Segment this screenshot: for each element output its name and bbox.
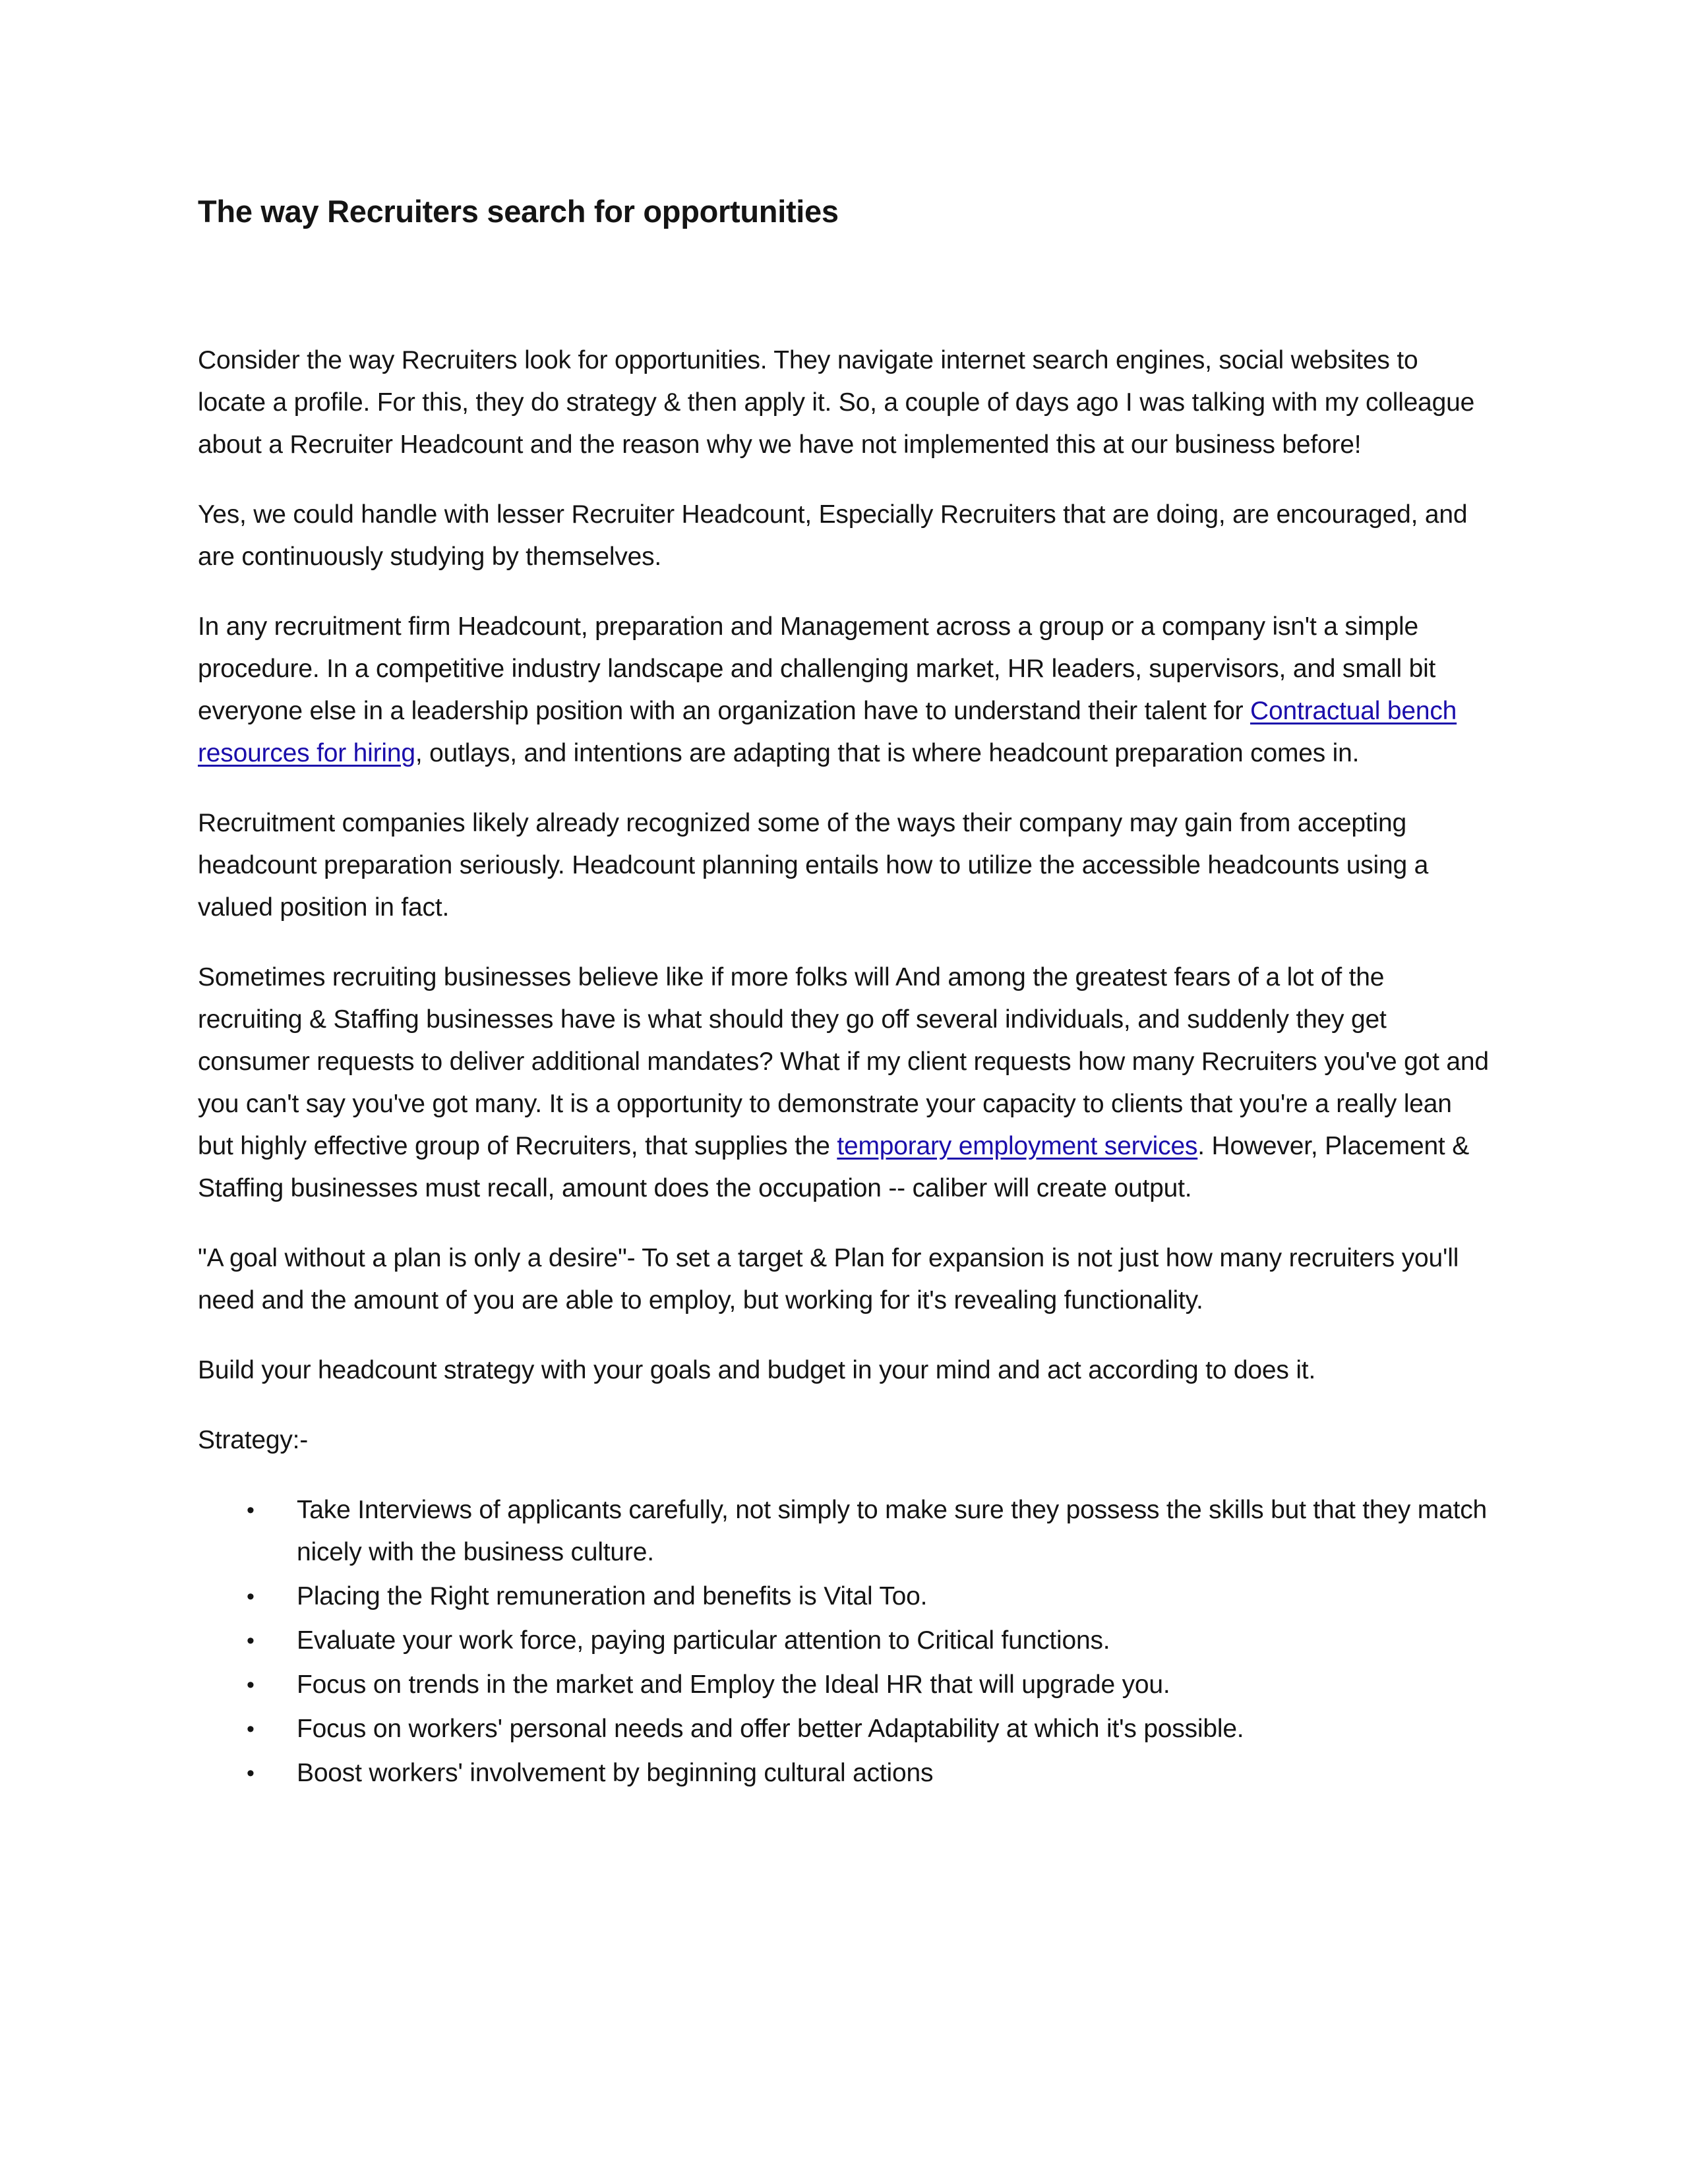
paragraph-text-before-link: In any recruitment firm Headcount, preparation and Management across a group or a company isn't a simple procedure. In a competitive industry landscape and challenging market, HR leaders, supervisors, and small bit everyone else in a leadership position with an organization have to understand their talent for [198, 612, 1436, 726]
list-item-text: Boost workers' involvement by beginning cultural actions [297, 1759, 934, 1788]
bullet-icon: • [247, 1628, 255, 1654]
list-item-text: Placing the Right remuneration and benefits is Vital Too. [297, 1582, 928, 1611]
strategy-list [198, 1489, 1490, 1794]
list-item [198, 1708, 1490, 1750]
paragraph-text-before-link: Sometimes recruiting businesses believe like if more folks will And among the greatest fears of a lot of the recruiting & Staffing businesses have is what should they go off several individuals, and suddenly they get consumer requests to deliver additional mandates? What if my client requests how many Recruiters you've got and you can't say you've got many. It is a opportunity to demonstrate your capacity to clients that you're a really lean but highly effective group of Recruiters, that supplies the [198, 963, 1489, 1161]
list-item [198, 1576, 1490, 1618]
paragraph-build-strategy: Build your headcount strategy with your goals and budget in your mind and act according to does it. [198, 1356, 1316, 1385]
list-item [198, 1489, 1490, 1574]
paragraph-goal-quote: "A goal without a plan is only a desire"- To set a target & Plan for expansion is not just how many recruiters you'll need and the amount of you are able to employ, but working for it's revealing functionality. [198, 1244, 1459, 1315]
contractual-bench-resources-link[interactable]: Contractual bench resources for hiring [198, 697, 1457, 768]
paragraph-headcount-planning: Recruitment companies likely already recognized some of the ways their company may gain from accepting headcount preparation seriously. Headcount planning entails how to utilize the accessible headcounts using a valued position in fact. [198, 809, 1429, 922]
paragraph-headcount-preparation [198, 606, 1490, 775]
list-item [198, 1664, 1490, 1706]
list-item-text: Take Interviews of applicants carefully, not simply to make sure they possess the skills but that they match nicely with the business culture. [297, 1496, 1488, 1567]
paragraph-recruiting-fears [198, 957, 1490, 1210]
list-item-text: Focus on trends in the market and Employ the Ideal HR that will upgrade you. [297, 1670, 1170, 1699]
bullet-icon: • [247, 1761, 255, 1786]
paragraph-text-after-link: , outlays, and intentions are adapting that is where headcount preparation comes in. [415, 739, 1360, 768]
bullet-icon: • [247, 1498, 255, 1523]
paragraph-lesser-headcount: Yes, we could handle with lesser Recruiter Headcount, Especially Recruiters that are doing, are encouraged, and are continuously studying by themselves. [198, 500, 1468, 572]
paragraph-text-after-link: . However, Placement & Staffing businesses must recall, amount does the occupation -- caliber will create output. [198, 1132, 1470, 1203]
document-title: The way Recruiters search for opportunities [198, 194, 839, 229]
temporary-employment-services-link[interactable]: temporary employment services [837, 1132, 1198, 1161]
bullet-icon: • [247, 1672, 255, 1698]
list-item-text: Focus on workers' personal needs and offer better Adaptability at which it's possible. [297, 1715, 1244, 1744]
list-item-text: Evaluate your work force, paying particular attention to Critical functions. [297, 1626, 1110, 1655]
bullet-icon: • [247, 1584, 255, 1610]
list-item [198, 1620, 1490, 1662]
list-item [198, 1752, 1490, 1794]
document-page [198, 191, 1490, 1796]
bullet-icon: • [247, 1717, 255, 1742]
paragraph-intro: Consider the way Recruiters look for opportunities. They navigate internet search engines, social websites to locate a profile. For this, they do strategy & then apply it. So, a couple of days ago I was talking with my colleague about a Recruiter Headcount and the reason why we have not implemented this at our business before! [198, 346, 1475, 459]
strategy-heading: Strategy:- [198, 1426, 309, 1455]
